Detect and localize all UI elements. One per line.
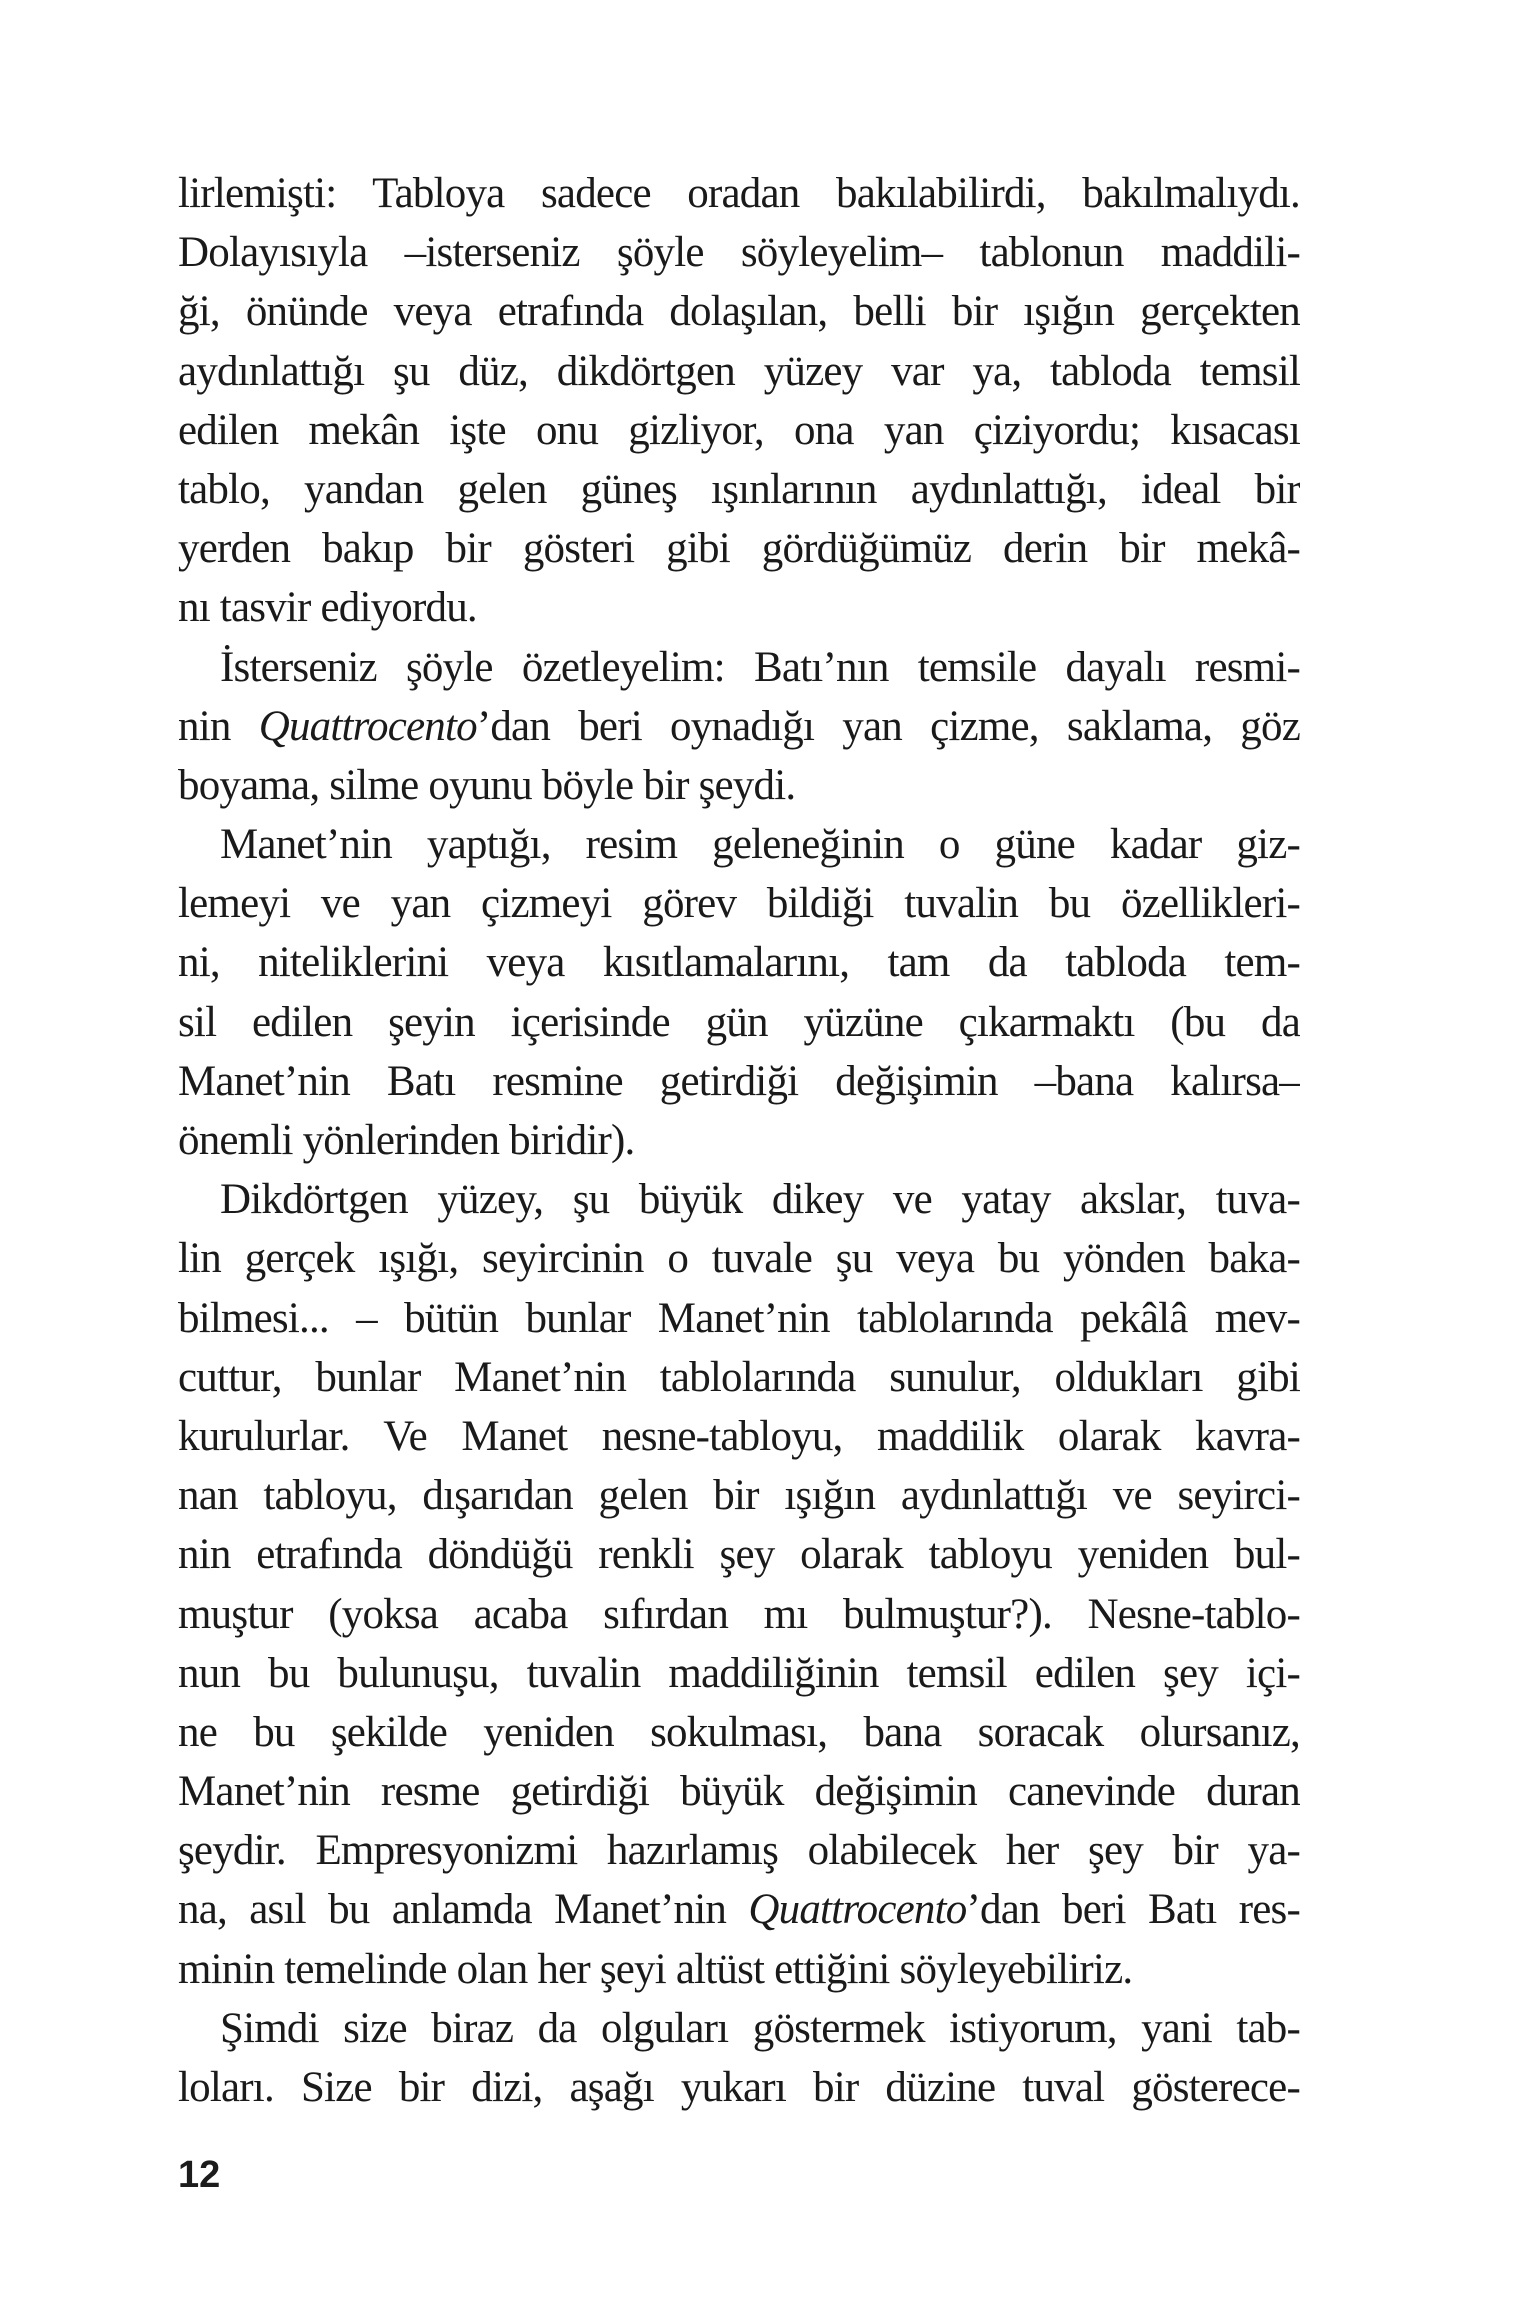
text-segment: yerden bakıp bir gösteri gibi gördüğümüz derin bir mekâ- <box>178 525 1300 573</box>
text-segment: aydınlattığı şu düz, dikdörtgen yüzey var ya, tabloda temsil <box>178 347 1300 395</box>
text-segment: sil edilen şeyin içerisinde gün yüzüne çıkarmaktı (bu da <box>178 998 1300 1046</box>
text-line <box>178 1525 1300 1584</box>
text-segment: minin temelinde olan her şeyi altüst ettiğini söyleyebiliriz. <box>178 1945 1133 1993</box>
text-line <box>178 756 1300 815</box>
text-line <box>178 1999 1300 2058</box>
text-line <box>178 874 1300 933</box>
text-segment: Manet’nin resme getirdiği büyük değişimin canevinde duran <box>178 1768 1300 1816</box>
text-line <box>178 1703 1300 1762</box>
text-segment: nan tabloyu, dışarıdan gelen bir ışığın aydınlattığı ve seyirci- <box>178 1472 1300 1520</box>
text-segment: ’dan beri oynadığı yan çizme, saklama, göz <box>476 702 1300 750</box>
text-line <box>178 1407 1300 1466</box>
text-segment: ’dan beri Batı res- <box>966 1886 1300 1934</box>
text-line <box>178 1111 1300 1170</box>
text-segment: Şimdi size biraz da olguları göstermek istiyorum, yani tab- <box>220 2004 1300 2052</box>
text-segment: lirlemişti: Tabloya sadece oradan bakılabilirdi, bakılmalıydı. <box>178 170 1300 217</box>
page-number: 12 <box>178 2154 221 2196</box>
text-line <box>178 1762 1300 1821</box>
text-line <box>178 1585 1300 1644</box>
text-line <box>178 1466 1300 1525</box>
text-line <box>178 223 1300 282</box>
text-line <box>178 697 1300 756</box>
text-line <box>178 638 1300 697</box>
text-line <box>178 401 1300 460</box>
text-segment: ne bu şekilde yeniden sokulması, bana soracak olursanız, <box>178 1708 1300 1756</box>
text-segment: nun bu bulunuşu, tuvalin maddiliğinin temsil edilen şey içi- <box>178 1649 1300 1697</box>
text-segment: nin <box>178 702 259 750</box>
text-segment: lemeyi ve yan çizmeyi görev bildiği tuvalin bu özellikleri- <box>178 880 1300 928</box>
text-block <box>178 164 1300 2117</box>
text-segment: önemli yönlerinden biridir). <box>178 1117 635 1164</box>
italic-text-segment: Quattrocento <box>748 1886 967 1934</box>
text-segment: Dikdörtgen yüzey, şu büyük dikey ve yatay akslar, tuva- <box>220 1176 1300 1224</box>
text-line <box>178 164 1300 223</box>
text-segment: Manet’nin Batı resmine getirdiği değişimin –bana kalırsa– <box>178 1057 1300 1105</box>
text-segment: ni, niteliklerini veya kısıtlamalarını, tam da tabloda tem- <box>178 939 1300 987</box>
text-segment: edilen mekân işte onu gizliyor, ona yan çiziyordu; kısacası <box>178 406 1300 454</box>
text-segment: Manet’nin yaptığı, resim geleneğinin o güne kadar giz- <box>220 821 1300 869</box>
text-segment: tablo, yandan gelen güneş ışınlarının aydınlattığı, ideal bir <box>178 465 1300 513</box>
text-line <box>178 1348 1300 1407</box>
text-segment: boyama, silme oyunu böyle bir şeydi. <box>178 761 796 809</box>
text-segment: ği, önünde veya etrafında dolaşılan, belli bir ışığın gerçekten <box>178 288 1300 336</box>
text-line <box>178 1052 1300 1111</box>
text-line <box>178 282 1300 341</box>
text-line <box>178 342 1300 401</box>
text-line <box>178 460 1300 519</box>
text-line <box>178 1229 1300 1288</box>
text-segment: İsterseniz şöyle özetleyelim: Batı’nın temsile dayalı resmi- <box>220 643 1300 691</box>
text-segment: cuttur, bunlar Manet’nin tablolarında sunulur, oldukları gibi <box>178 1353 1300 1401</box>
text-line <box>178 519 1300 578</box>
italic-text-segment: Quattrocento <box>258 702 477 750</box>
text-segment: şeydir. Empresyonizmi hazırlamış olabilecek her şey bir ya- <box>178 1827 1300 1875</box>
text-segment: bilmesi... – bütün bunlar Manet’nin tablolarında pekâlâ mev- <box>178 1294 1300 1342</box>
text-line <box>178 933 1300 992</box>
text-line <box>178 2058 1300 2117</box>
text-line <box>178 815 1300 874</box>
text-segment: kurulurlar. Ve Manet nesne-tabloyu, maddilik olarak kavra- <box>178 1412 1300 1460</box>
text-line <box>178 578 1300 637</box>
text-segment: Dolayısıyla –isterseniz şöyle söyleyelim– tablonun maddili- <box>178 229 1300 277</box>
text-line <box>178 1880 1300 1939</box>
text-line <box>178 993 1300 1052</box>
text-line <box>178 1644 1300 1703</box>
text-line <box>178 1821 1300 1880</box>
text-segment: loları. Size bir dizi, aşağı yukarı bir düzine tuval gösterece- <box>178 2064 1300 2111</box>
text-line <box>178 1170 1300 1229</box>
text-segment: muştur (yoksa acaba sıfırdan mı bulmuştur?). Nesne-tablo- <box>178 1590 1300 1638</box>
text-segment: lin gerçek ışığı, seyircinin o tuvale şu veya bu yönden baka- <box>178 1235 1300 1283</box>
text-segment: na, asıl bu anlamda Manet’nin <box>178 1886 749 1934</box>
text-line <box>178 1940 1300 1999</box>
text-segment: nı tasvir ediyordu. <box>178 584 477 632</box>
text-line <box>178 1289 1300 1348</box>
text-segment: nin etrafında döndüğü renkli şey olarak tabloyu yeniden bul- <box>178 1531 1300 1579</box>
